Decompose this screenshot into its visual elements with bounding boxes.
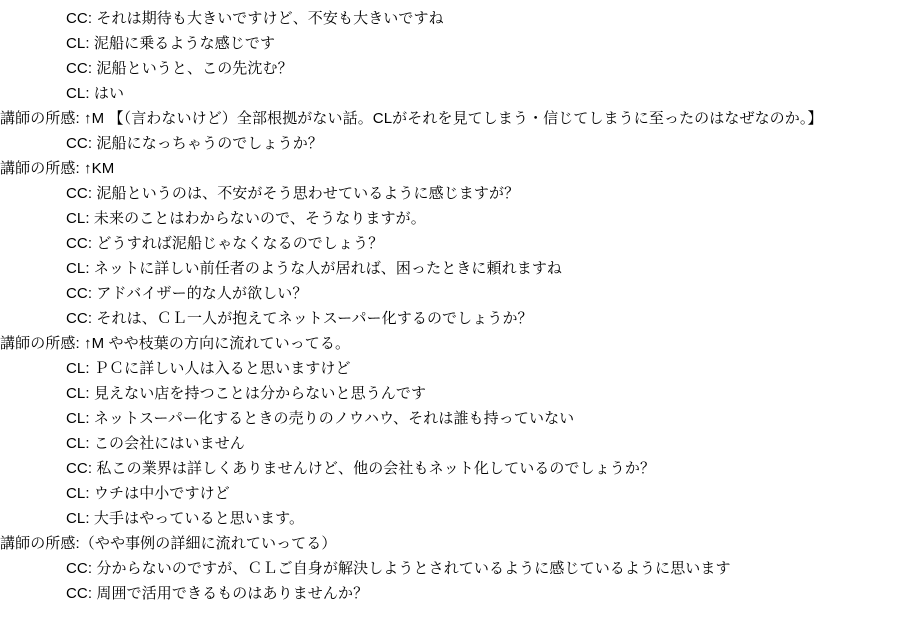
dialogue-line: CL: 見えない店を持つことは分からないと思うんです [66, 385, 427, 402]
dialogue-line: CC: 泥船になっちゃうのでしょうか？ [66, 135, 323, 152]
dialogue-line: CL: 大手はやっていると思います。 [66, 510, 305, 527]
dialogue-line: CC: 分からないのですが、ＣＬご自身が解決しようとされているように感じているように思います [66, 560, 731, 577]
instructor-note-line: 講師の所感: ↑KM [0, 160, 115, 177]
dialogue-line: CL: 泥船に乗るような感じです [66, 35, 276, 52]
dialogue-line: CL: ウチは中小ですけど [66, 485, 230, 502]
dialogue-line: CL: ネットスーパー化するときの売りのノウハウ、それは誰も持っていない [66, 410, 575, 427]
dialogue-line: CC: それは、ＣＬ一人が抱えてネットスーパー化するのでしょうか？ [66, 310, 533, 327]
dialogue-line: CC: 泥船というと、この先沈む？ [66, 60, 293, 77]
dialogue-line: CL: この会社にはいません [66, 435, 245, 452]
dialogue-line: CC: それは期待も大きいですけど、不安も大きいですね [66, 10, 444, 27]
dialogue-line: CC: どうすれば泥船じゃなくなるのでしょう？ [66, 235, 384, 252]
dialogue-line: CC: 私この業界は詳しくありませんけど、他の会社もネット化しているのでしょうか？ [66, 460, 656, 477]
dialogue-line: CC: 泥船というのは、不安がそう思わせているように感じますが？ [66, 185, 520, 202]
instructor-note-line: 講師の所感: ↑М 【（言わないけど）全部根拠がない話。CLがそれを見てしまう・信じてしまうに至ったのはなぜなのか。】 [0, 110, 823, 127]
dialogue-line: CL: ネットに詳しい前任者のような人が居れば、困ったときに頼れますね [66, 260, 563, 277]
dialogue-line: CL: 未来のことはわからないので、そうなりますが。 [66, 210, 426, 227]
dialogue-line: CC: アドバイザー的な人が欲しい？ [66, 285, 308, 302]
dialogue-line: CC: 周囲で活用できるものはありませんか？ [66, 585, 369, 602]
instructor-note-line: 講師の所感: ↑М やや枝葉の方向に流れていってる。 [0, 335, 351, 352]
dialogue-line: CL: はい [66, 85, 125, 102]
dialogue-line: CL: ＰＣに詳しい人は入ると思いますけど [66, 360, 351, 377]
instructor-note-line: 講師の所感:（やや事例の詳細に流れていってる） [0, 535, 337, 552]
